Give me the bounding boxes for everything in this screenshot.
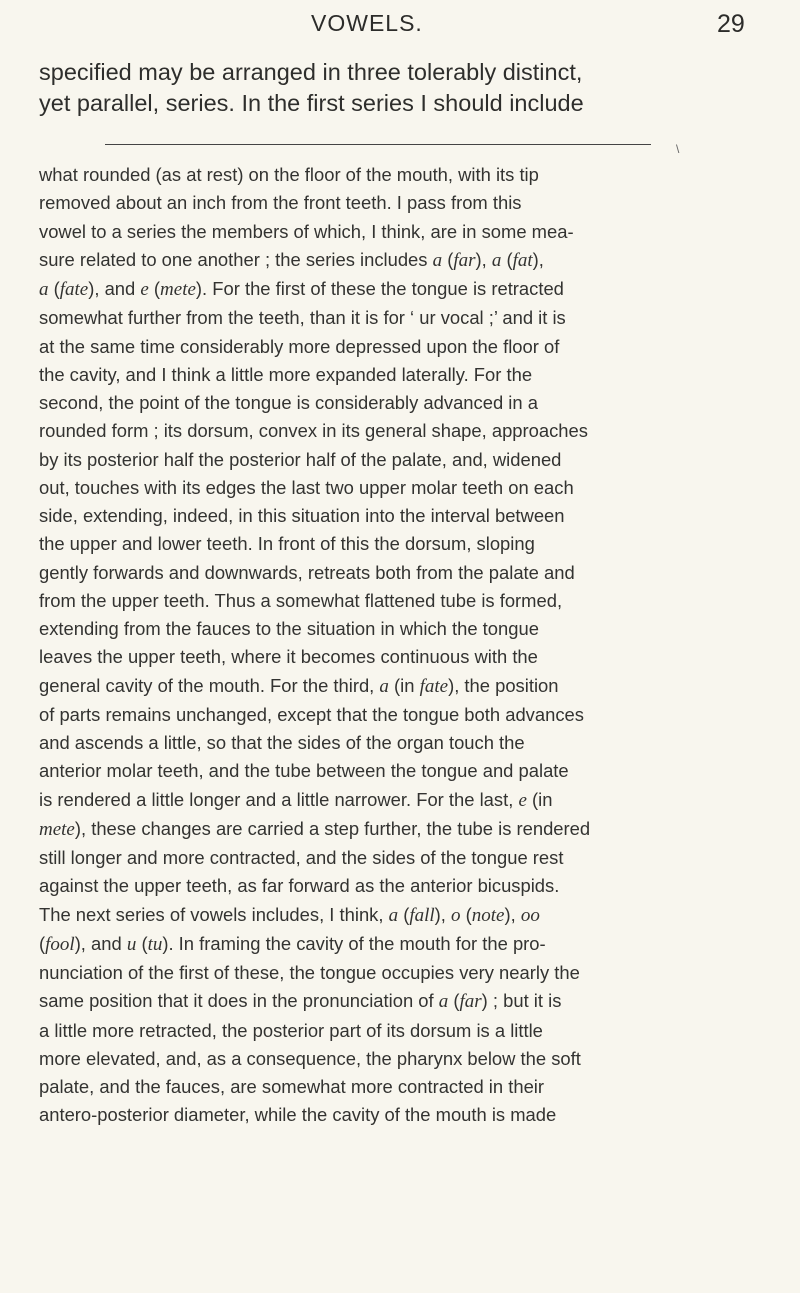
text-line	[39, 672, 774, 701]
body-paragraph	[39, 161, 774, 1130]
text-line	[39, 786, 774, 815]
text-line: still longer and more contracted, and the sides of the tongue rest	[39, 847, 564, 868]
text-line: a little more retracted, the posterior part of its dorsum is a little	[39, 1019, 543, 1041]
text-run: (	[48, 278, 60, 299]
italic-word: fate	[59, 279, 89, 300]
text-line: extending from the fauces to the situation in which the tongue	[39, 618, 539, 639]
text-line	[39, 815, 774, 844]
text-line: removed about an inch from the front teeth. I pass from this	[39, 192, 522, 214]
text-run: ) ; but it is	[481, 990, 562, 1012]
italic-word: a	[388, 904, 399, 926]
text-run: (in	[526, 788, 553, 810]
text-line: at the same time considerably more depressed upon the floor of	[39, 335, 560, 357]
text-line: against the upper teeth, as far forward as the anterior bicuspids.	[39, 875, 560, 897]
text-line: the cavity, and I think a little more expanded laterally. For the	[39, 363, 533, 385]
text-line: anterior molar teeth, and the tube between the tongue and palate	[39, 760, 569, 782]
text-run: ), and	[74, 932, 127, 954]
italic-word: e	[518, 789, 527, 811]
italic-word: fall	[409, 904, 435, 926]
italic-word: far	[459, 991, 482, 1013]
text-run: (	[501, 248, 513, 270]
text-line: the upper and lower teeth. In front of this the dorsum, sloping	[39, 533, 535, 555]
text-run: is rendered a little longer and a little narrower. For the last,	[39, 788, 519, 810]
italic-word: a	[379, 675, 389, 697]
text-line: specified may be arranged in three tolerably distinct,	[39, 59, 583, 85]
text-run: ),	[475, 248, 492, 270]
text-line: and ascends a little, so that the sides of the organ touch the	[39, 732, 525, 753]
text-run: ), and	[88, 278, 141, 299]
italic-word: far	[453, 249, 476, 271]
text-run: (	[39, 932, 46, 954]
intro-paragraph	[39, 57, 769, 119]
italic-word: fate	[419, 675, 449, 697]
text-line: yet parallel, series. In the first series I should include	[39, 90, 584, 116]
text-line: rounded form ; its dorsum, convex in its general shape, approaches	[39, 420, 588, 442]
italic-word: mete	[39, 818, 75, 840]
text-run: same position that it does in the pronunciation of	[39, 990, 439, 1012]
text-line	[39, 275, 774, 304]
italic-word: a	[491, 249, 502, 271]
italic-word: o	[451, 904, 461, 926]
italic-word: fat	[512, 249, 533, 271]
text-line	[39, 987, 774, 1016]
text-line	[39, 246, 774, 275]
text-run: sure related to one another ; the series includes	[39, 248, 433, 270]
text-line: gently forwards and downwards, retreats both from the palate and	[39, 561, 575, 583]
text-line: out, touches with its edges the last two upper molar teeth on each	[39, 476, 574, 498]
text-run: (in	[388, 674, 420, 696]
text-line: vowel to a series the members of which, I think, are in some mea-	[39, 220, 574, 242]
text-run: ),	[532, 248, 544, 270]
running-head	[0, 6, 800, 46]
text-run: ),	[434, 903, 452, 925]
text-run: (	[460, 903, 472, 925]
italic-word: e	[140, 279, 149, 300]
section-divider	[105, 144, 651, 145]
italic-word: u	[126, 933, 137, 955]
text-line: what rounded (as at rest) on the floor of the mouth, with its tip	[39, 164, 539, 185]
text-line	[39, 930, 774, 959]
text-line: antero-posterior diameter, while the cavity of the mouth is made	[39, 1104, 557, 1126]
text-run: ), these changes are carried a step further, the tube is rendered	[74, 817, 591, 839]
text-line: nunciation of the first of these, the tongue occupies very nearly the	[39, 962, 580, 983]
text-line: palate, and the fauces, are somewhat more contracted in their	[39, 1076, 545, 1097]
text-run: general cavity of the mouth. For the third,	[39, 674, 380, 696]
page-number: 29	[717, 10, 745, 38]
italic-word: tu	[147, 933, 163, 955]
italic-word: a	[438, 991, 449, 1013]
italic-word: fool	[45, 933, 75, 955]
text-run: ). For the first of these the tongue is retracted	[195, 278, 564, 299]
text-run: (	[398, 903, 410, 925]
italic-word: note	[471, 904, 505, 926]
running-title: VOWELS.	[311, 10, 423, 36]
text-line: leaves the upper teeth, where it becomes continuous with the	[39, 646, 538, 668]
text-line: side, extending, indeed, in this situation into the interval between	[39, 505, 565, 526]
text-run: (	[448, 990, 460, 1012]
italic-word: mete	[160, 279, 196, 300]
text-line: somewhat further from the teeth, than it is for ‘ ur vocal ;’ and it is	[39, 307, 566, 329]
text-line: by its posterior half the posterior half of the palate, and, widened	[39, 448, 562, 470]
text-run: (	[442, 248, 454, 270]
text-run: (	[148, 278, 161, 299]
italic-word: oo	[520, 904, 540, 926]
text-line: from the upper teeth. Thus a somewhat flattened tube is formed,	[39, 589, 563, 611]
text-run: ). In framing the cavity of the mouth for the pro-	[162, 932, 546, 954]
text-run: ),	[504, 903, 521, 925]
text-run: The next series of vowels includes, I think,	[39, 903, 389, 925]
text-line	[39, 901, 774, 930]
text-run: (	[136, 932, 148, 954]
divider-mark: \	[676, 142, 680, 156]
italic-word: a	[432, 249, 443, 271]
italic-word: a	[39, 279, 49, 300]
text-line: of parts remains unchanged, except that the tongue both advances	[39, 703, 584, 725]
text-line: second, the point of the tongue is considerably advanced in a	[39, 392, 538, 413]
text-run: ), the position	[448, 674, 559, 696]
text-line: more elevated, and, as a consequence, the pharynx below the soft	[39, 1047, 581, 1069]
